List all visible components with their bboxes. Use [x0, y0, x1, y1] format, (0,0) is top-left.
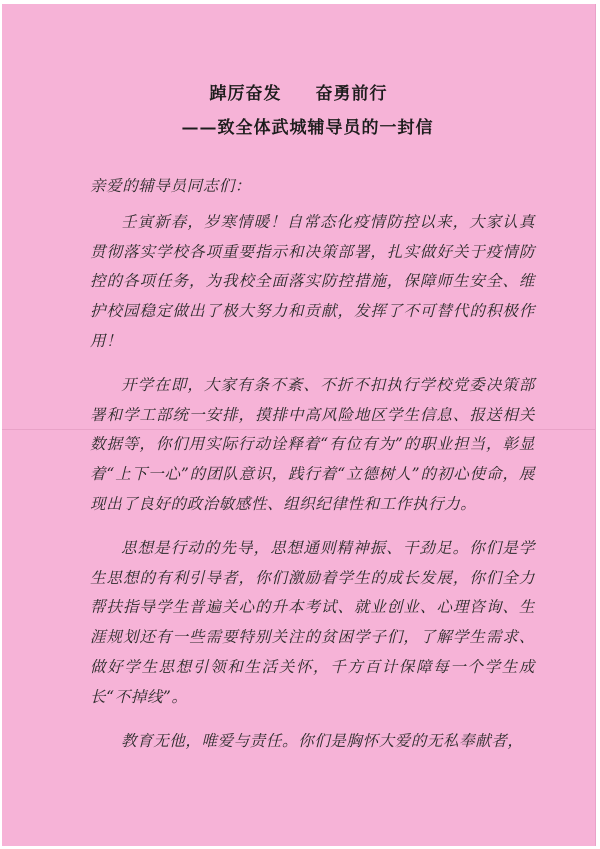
title-main: [2, 82, 595, 106]
title-part-1: 踔厉奋发: [209, 84, 282, 104]
letter-page: [2, 4, 596, 846]
paragraph-1: 壬寅新春，岁寒情暖！自常态化疫情防控以来，大家认真贯彻落实学校各项重要指示和决策部署，扎实做好关于疫情防控的各项任务，为我校全面落实防控措施，保障师生安全、维护校园稳定做出了极大努力和贡献，发挥了不可替代的积极作用！: [90, 212, 535, 350]
title-part-2: 奋勇前行: [315, 84, 388, 104]
paragraph-3: 思想是行动的先导，思想通则精神振、干劲足。你们是学生思想的有利引导者，你们激励着学生的成长发展，你们全力帮扶指导学生普遍关心的升本考试、就业创业、心理咨询、生涯规划还有一些需要特别关注的贫困学子们，了解学生需求、做好学生思想引领和生活关怀，千方百计保障每一个学生成长“不掉线”。: [90, 538, 535, 706]
letter-body: [90, 172, 535, 770]
title-subtitle: ——致全体武城辅导员的一封信: [181, 118, 434, 138]
paragraph-2: 开学在即，大家有条不紊、不折不扣执行学校党委决策部署和学工部统一安排，摸排中高风险地区学生信息、报送相关数据等，你们用实际行动诠释着“有位有为”的职业担当，彰显着“上下一心”的团队意识，践行着“立德树人”的初心使命，展现出了良好的政治敏感性、组织纪律性和工作执行力。: [90, 375, 535, 513]
paragraph-4: 教育无他，唯爱与责任。你们是胸怀大爱的无私奉献者，: [121, 731, 524, 750]
salutation: 亲爱的辅导员同志们：: [90, 177, 252, 195]
letter-title: [2, 82, 595, 140]
